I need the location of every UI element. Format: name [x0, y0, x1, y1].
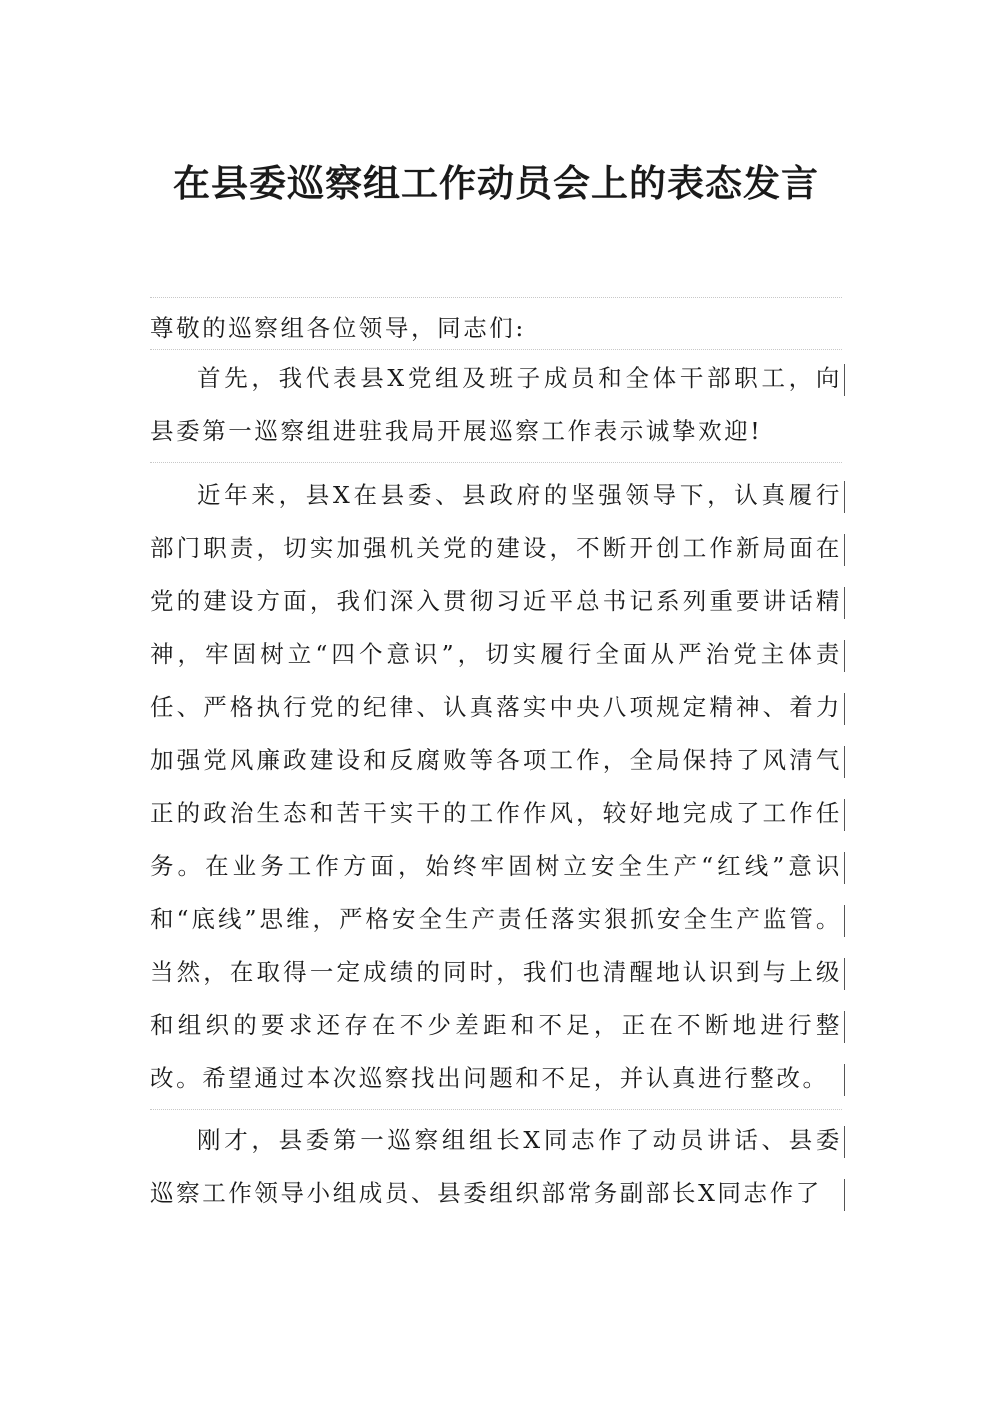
line-edge-mark — [844, 799, 845, 831]
paragraph-3: 刚才，县委第一巡察组组长X同志作了动员讲话、县委巡察工作领导小组成员、县委组织部常务副部长X同志作了 — [150, 1126, 842, 1207]
line-edge-mark — [844, 852, 845, 884]
line-edge-mark — [844, 364, 845, 396]
line-edge-mark — [844, 1011, 845, 1043]
line-edge-mark — [844, 1179, 845, 1211]
paragraph-2: 近年来，县X在县委、县政府的坚强领导下，认真履行部门职责，切实加强机关党的建设，不断开创工作新局面在党的建设方面，我们深入贯彻习近平总书记系列重要讲话精神，牢固树立“四个意识”，切实履行全面从严治党主体责任、严格执行党的纪律、认真落实中央八项规定精神、着力加强党风廉政建设和反腐败等各项工作，全局保持了风清气正的政治生态和苦干实干的工作作风，较好地完成了工作任务。在业务工作方面，始终牢固树立安全生产“红线”意识和“底线”思维，严格安全生产责任落实狠抓安全生产监管。当然，在取得一定成绩的同时，我们也清醒地认识到与上级和组织的要求还存在不少差距和不足，正在不断地进行整改。希望通过本次巡察找出问题和不足，并认真进行整改。 — [150, 481, 842, 1092]
line-edge-mark — [844, 481, 845, 513]
salutation-block — [150, 297, 842, 350]
paragraph-block-1 — [150, 350, 842, 463]
document-title: 在县委巡察组工作动员会上的表态发言 — [173, 161, 819, 205]
paragraph-1: 首先，我代表县X党组及班子成员和全体干部职工，向县委第一巡察组进驻我局开展巡察工作表示诚挚欢迎! — [150, 364, 842, 445]
line-edge-mark — [844, 958, 845, 990]
document-body — [150, 297, 842, 1220]
line-edge-mark — [844, 640, 845, 672]
paragraph-block-3 — [150, 1110, 842, 1220]
line-edge-mark — [844, 693, 845, 725]
paragraph-block-2 — [150, 463, 842, 1110]
line-edge-mark — [844, 587, 845, 619]
line-edge-mark — [844, 534, 845, 566]
salutation: 尊敬的巡察组各位领导，同志们: — [150, 314, 526, 342]
line-edge-mark — [844, 905, 845, 937]
line-edge-mark — [844, 1064, 845, 1096]
line-edge-mark — [844, 1126, 845, 1158]
line-edge-mark — [844, 746, 845, 778]
